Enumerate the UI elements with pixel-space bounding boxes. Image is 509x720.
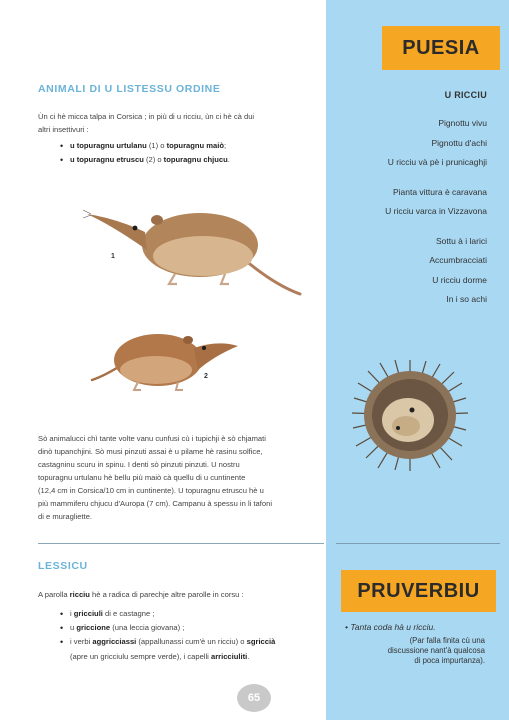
- poem-line: Accumbracciati: [429, 255, 487, 265]
- lexicon-intro: [38, 588, 328, 601]
- lexicon-word: griccione: [76, 623, 111, 632]
- intro-line: altri insettivuri :: [38, 125, 89, 134]
- paragraph-line: più mammiferu chjucu d'Auropa (7 cm). Campanu à spessu in li tafoni: [38, 499, 273, 508]
- section-title-lessicu: LESSICU: [38, 560, 88, 572]
- poem-line: U ricciu dorme: [432, 274, 487, 285]
- figure-label-2: 2: [204, 373, 208, 380]
- lexicon-text: hè a radica di parechje altre parolle in corsu :: [89, 590, 244, 599]
- paragraph-line: castagninu scuru in spinu. I denti sò pinzuti pinzuti. U nostru: [38, 460, 240, 469]
- species-name: u topuragnu urtulanu: [70, 141, 147, 150]
- proverb-explanation: [360, 636, 485, 666]
- lexicon-text: (appallunassi cum'è un ricciu) o: [136, 637, 247, 646]
- description-paragraph: [38, 432, 323, 523]
- lexicon-text: A parolla: [38, 590, 70, 599]
- pruverbiu-tab: PRUVERBIU: [341, 570, 496, 612]
- species-alt-name: topuragnu chjucu: [163, 155, 228, 164]
- lexicon-word: gricciuli: [73, 609, 103, 618]
- page-number: 65: [237, 684, 271, 712]
- lexicon-word: aggricciassi: [92, 637, 137, 646]
- poem-title: U RICCIU: [444, 90, 487, 100]
- punct: .: [227, 155, 230, 164]
- species-item: [58, 153, 318, 167]
- poem-line: Pignottu d'achi: [431, 137, 487, 148]
- lexicon-text: i: [70, 609, 74, 618]
- lexicon-word: arricciuliti: [210, 652, 248, 661]
- lexicon-item: [58, 635, 320, 649]
- paragraph-line: Sò animalucci chì tante volte vanu cunfusi cù i tupichji è sò chjamati: [38, 434, 266, 443]
- paragraph-line: topuragnu urtulanu hè bellu più maiò cà quellu di u cuntinente: [38, 473, 246, 482]
- species-list: [58, 139, 318, 167]
- lexicon-list: [58, 607, 320, 649]
- lexicon-item: [58, 621, 320, 635]
- poem-stanza-3: [385, 232, 487, 310]
- proverb-text: Tanta coda hà u ricciu.: [350, 622, 436, 632]
- species-name: u topuragnu etruscu: [70, 155, 144, 164]
- lexicon-item: [58, 607, 320, 621]
- punct: .: [247, 652, 250, 661]
- proverb-item: • Tanta coda hà u ricciu.: [345, 622, 436, 632]
- lexicon-text: (una leccia giovana) ;: [110, 623, 185, 632]
- poem-line: U ricciu và pè i prunicaghji: [387, 157, 487, 167]
- sidebar-divider: [336, 543, 500, 544]
- lexicon-text: di e castagne ;: [102, 609, 155, 618]
- poem-stanza-2: [385, 183, 487, 222]
- proverb-note-line: (Par falla finita cù una: [409, 636, 485, 645]
- proverb-note-line: discussione nant'à qualcosa: [387, 646, 485, 655]
- section-title-animali: ANIMALI DI U LISTESSU ORDINE: [38, 83, 221, 95]
- proverb-note-line: di poca impurtanza).: [414, 656, 485, 665]
- lexicon-text: u: [70, 623, 77, 632]
- poem-text: [385, 114, 487, 320]
- paragraph-line: di e muragliette.: [38, 512, 93, 521]
- puesia-tab: PUESIA: [382, 26, 500, 70]
- paragraph-line: (12,4 cm in Corsica/10 cm in cuntinente). U topuragnu etruscu hè u: [38, 486, 264, 495]
- intro-line: Ùn ci hè micca talpa in Corsica ; in più di u ricciu, ùn ci hè cà dui: [38, 112, 255, 121]
- species-alt-name: topuragnu maiò: [166, 141, 224, 150]
- poem-line: Pignottu vivu: [438, 118, 487, 128]
- lexicon-text: i verbi: [70, 637, 93, 646]
- punct: ;: [224, 141, 227, 150]
- paragraph-line: dinò tupanchjini. Sò musi pinzuti assai è u pilame hè rasinu solfice,: [38, 447, 263, 456]
- lexicon-continuation: [70, 650, 320, 663]
- lexicon-text: (apre un gricciulu sempre verde), i capelli: [70, 652, 211, 661]
- poem-line: Pianta vittura è caravana: [392, 186, 487, 197]
- lexicon-keyword: ricciu: [69, 590, 90, 599]
- figure-label-1: 1: [111, 253, 115, 260]
- intro-paragraph: [38, 110, 323, 136]
- poem-stanza-1: [385, 114, 487, 173]
- lexicon-word: sgriccià: [246, 637, 276, 646]
- poem-line: U ricciu varca in Vizzavona: [385, 206, 487, 216]
- species-item: [58, 139, 318, 153]
- section-divider: [38, 543, 324, 544]
- species-num: (2) o: [143, 155, 164, 164]
- hedgehog-illustration: [350, 358, 470, 473]
- shrew-illustration-2: [90, 318, 240, 398]
- poem-line: In i so achi: [446, 294, 487, 304]
- shrew-illustration-1: [85, 190, 305, 300]
- species-num: (1) o: [146, 141, 167, 150]
- poem-line: Sottu à i larici: [435, 235, 487, 246]
